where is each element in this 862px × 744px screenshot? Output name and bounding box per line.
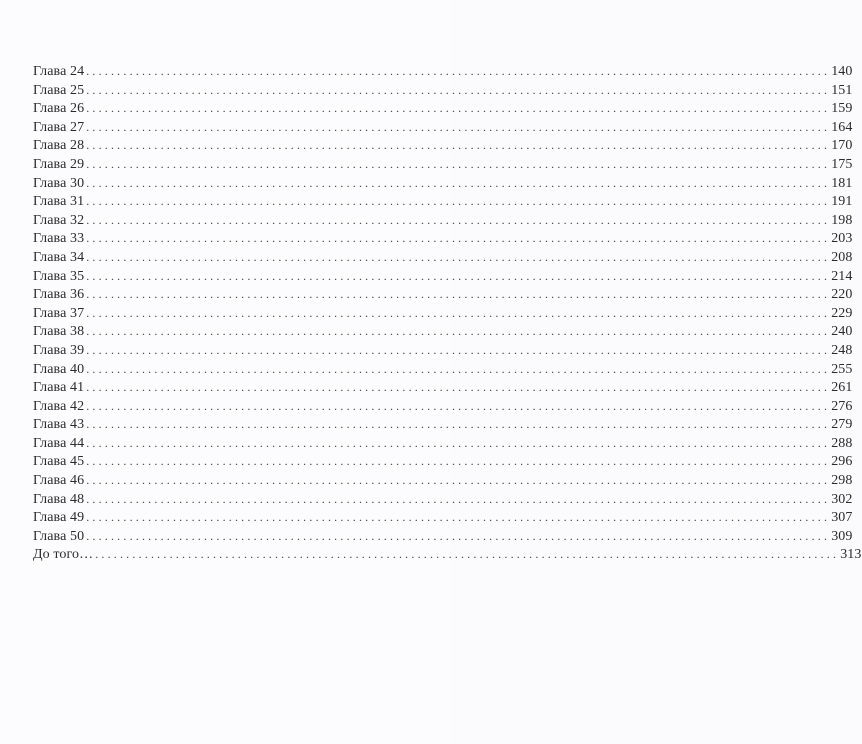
toc-entry-title: Глава 41 [33, 380, 85, 396]
toc-entry [33, 118, 853, 137]
toc-entry [33, 508, 853, 527]
toc-leader-dots: ........................................................................................................................ [86, 287, 831, 302]
toc-leader-dots: ........................................................................................................................ [86, 268, 831, 283]
toc-leader-dots: ........................................................................................................................ [86, 64, 831, 78]
toc-leader-dots: ........................................................................................................................ [86, 491, 831, 506]
toc-entry [33, 415, 853, 434]
toc-entry [33, 322, 853, 341]
toc-leader-dots: ........................................................................................................................ [86, 417, 831, 432]
toc-entry-page: 214 [831, 268, 853, 284]
toc-entry-page: 296 [831, 454, 853, 470]
toc-entry-page: 298 [831, 473, 853, 489]
toc-entry [33, 452, 853, 471]
toc-leader-dots: ........................................................................................................................ [86, 175, 831, 190]
toc-entry [33, 471, 853, 490]
toc-leader-dots: ........................................................................................................................ [86, 361, 831, 376]
toc-entry-title: Глава 27 [33, 119, 85, 135]
toc-entry [33, 285, 853, 304]
toc-entry-title: Глава 37 [33, 305, 85, 321]
toc-entry [33, 527, 853, 546]
toc-leader-dots: ........................................................................................................................ [86, 473, 831, 488]
toc-entry-page: 203 [831, 231, 853, 247]
toc-leader-dots: ........................................................................................................................ [86, 398, 831, 413]
toc-leader-dots: ........................................................................................................................ [86, 435, 831, 450]
toc-leader-dots: ........................................................................................................................ [86, 101, 831, 116]
toc-entry-page: 181 [831, 175, 853, 191]
toc-entry [33, 155, 853, 174]
toc-entry-page: 307 [831, 510, 853, 526]
toc-entry-title: До того… [33, 547, 94, 563]
toc-entry [33, 99, 853, 118]
toc-leader-dots: ........................................................................................................................ [86, 510, 831, 525]
toc-entry-title: Глава 30 [33, 175, 85, 191]
toc-entry-title: Глава 26 [33, 101, 85, 117]
toc-entry [33, 267, 853, 286]
toc-entry-title: Глава 46 [33, 473, 85, 489]
toc-entry-page: 170 [831, 138, 853, 154]
toc-leader-dots: ........................................................................................................................ [86, 380, 831, 395]
toc-leader-dots: ........................................................................................................................ [86, 119, 831, 134]
toc-leader-dots: ........................................................................................................................ [86, 231, 831, 246]
toc-entry-page: 175 [831, 156, 853, 172]
toc-entry [33, 360, 853, 379]
toc-entry-page: 164 [831, 119, 853, 135]
toc-entry [33, 136, 853, 155]
toc-leader-dots: ........................................................................................................................ [86, 138, 831, 153]
toc-entry-title: Глава 35 [33, 268, 85, 284]
toc-entry-page: 255 [831, 361, 853, 377]
toc-entry-page: 288 [831, 435, 853, 451]
toc-entry-title: Глава 31 [33, 194, 85, 210]
toc-leader-dots: ........................................................................................................................ [86, 212, 831, 227]
toc-entry-title: Глава 25 [33, 82, 85, 98]
toc-entry-title: Глава 38 [33, 324, 85, 340]
toc-entry [33, 434, 853, 453]
toc-entry-page: 159 [831, 101, 853, 117]
toc-entry-page: 313 [840, 547, 862, 563]
toc-entry-page: 279 [831, 417, 853, 433]
toc-entry-title: Глава 36 [33, 287, 85, 303]
toc-entry-page: 240 [831, 324, 853, 340]
toc-entry-title: Глава 44 [33, 435, 85, 451]
toc-entry-page: 208 [831, 249, 853, 265]
toc-entry-page: 151 [831, 82, 853, 98]
toc-leader-dots: ........................................................................................................................ [86, 156, 831, 171]
toc-entry [33, 397, 853, 416]
toc-entry-page: 261 [831, 380, 853, 396]
toc-entry-title: Глава 50 [33, 528, 85, 544]
toc-entry-title: Глава 45 [33, 454, 85, 470]
toc-entry-title: Глава 43 [33, 417, 85, 433]
toc-entry-title: Глава 32 [33, 212, 85, 228]
toc-entry-title: Глава 33 [33, 231, 85, 247]
toc-entry [33, 490, 853, 509]
toc-entry-page: 229 [831, 305, 853, 321]
toc-leader-dots: ........................................................................................................................ [86, 249, 831, 264]
toc-entry [33, 545, 862, 564]
toc-leader-dots: ........................................................................................................................ [95, 547, 840, 562]
toc-entry-title: Глава 40 [33, 361, 85, 377]
table-of-contents [33, 62, 862, 564]
toc-leader-dots: ........................................................................................................................ [86, 528, 831, 543]
toc-entry [33, 229, 853, 248]
toc-leader-dots: ........................................................................................................................ [86, 194, 831, 209]
toc-entry-page: 276 [831, 398, 853, 414]
toc-leader-dots: ........................................................................................................................ [86, 454, 831, 469]
toc-leader-dots: ........................................................................................................................ [86, 324, 831, 339]
toc-entry-page: 140 [831, 64, 853, 79]
toc-leader-dots: ........................................................................................................................ [86, 305, 831, 320]
toc-entry [33, 174, 853, 193]
toc-entry-page: 309 [831, 528, 853, 544]
toc-entry-title: Глава 34 [33, 249, 85, 265]
toc-leader-dots: ........................................................................................................................ [86, 82, 831, 97]
toc-entry [33, 81, 853, 100]
toc-entry [33, 62, 853, 81]
toc-leader-dots: ........................................................................................................................ [86, 342, 831, 357]
toc-entry [33, 248, 853, 267]
toc-entry-page: 198 [831, 212, 853, 228]
toc-entry-title: Глава 49 [33, 510, 85, 526]
toc-entry [33, 378, 853, 397]
toc-entry-page: 302 [831, 491, 853, 507]
toc-entry-title: Глава 24 [33, 64, 85, 79]
toc-entry-title: Глава 39 [33, 342, 85, 358]
toc-entry-title: Глава 29 [33, 156, 85, 172]
toc-entry [33, 192, 853, 211]
toc-entry [33, 304, 853, 323]
toc-entry-title: Глава 42 [33, 398, 85, 414]
toc-entry [33, 341, 853, 360]
toc-entry-page: 191 [831, 194, 853, 210]
toc-entry-page: 248 [831, 342, 853, 358]
toc-entry [33, 211, 853, 230]
toc-entry-page: 220 [831, 287, 853, 303]
toc-entry-title: Глава 48 [33, 491, 85, 507]
toc-entry-title: Глава 28 [33, 138, 85, 154]
